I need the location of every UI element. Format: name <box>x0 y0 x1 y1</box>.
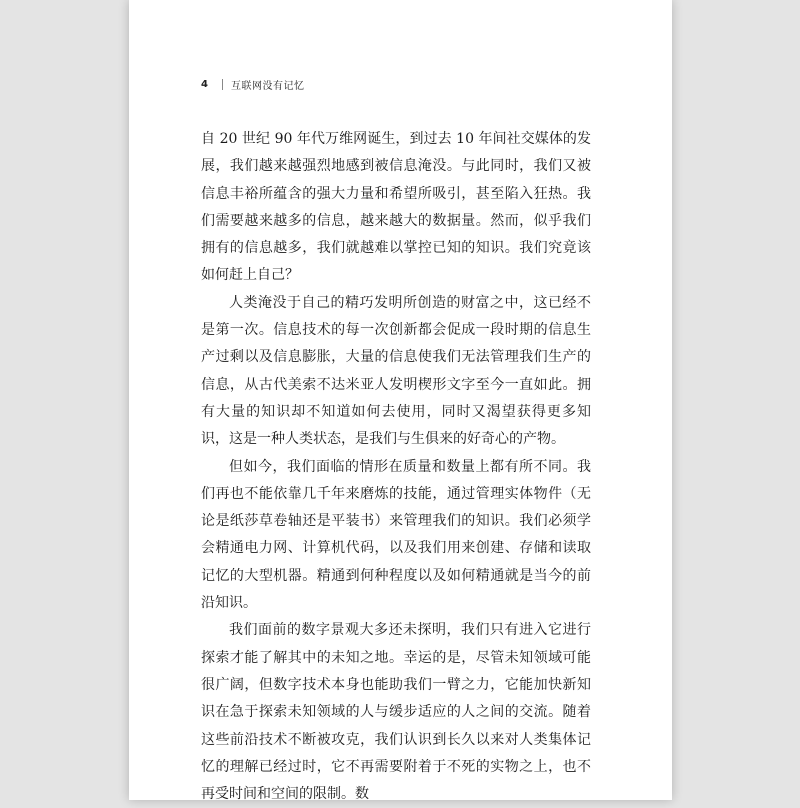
header-divider <box>222 79 223 90</box>
running-header <box>201 77 304 92</box>
book-page <box>129 0 672 803</box>
paragraph: 人类淹没于自己的精巧发明所创造的财富之中，这已经不是第一次。信息技术的每一次创新都会促成一段时期的信息生产过剩以及信息膨胀，大量的信息使我们无法管理我们生产的信息，从古代美索不达米亚人发明楔形文字至今一直如此。拥有大量的知识却不知道如何去使用，同时又渴望获得更多知识，这是一种人类状态，是我们与生俱来的好奇心的产物。 <box>201 294 591 448</box>
body-text <box>201 126 591 808</box>
paragraph: 但如今，我们面临的情形在质量和数量上都有所不同。我们再也不能依靠几千年来磨炼的技能，通过管理实体物件（无论是纸莎草卷轴还是平装书）来管理我们的知识。我们必须学会精通电力网、计算机代码，以及我们用来创建、存储和读取记忆的大型机器。精通到何种程度以及如何精通就是当今的前沿知识。 <box>201 458 591 612</box>
paragraph: 我们面前的数字景观大多还未探明，我们只有进入它进行探索才能了解其中的未知之地。幸运的是，尽管未知领域可能很广阔，但数字技术本身也能助我们一臂之力，它能加快新知识在急于探索未知领域的人与缓步适应的人之间的交流。随着这些前沿技术不断被攻克，我们认识到长久以来对人类集体记忆的理解已经过时，它不再需要附着于不死的实物之上，也不再受时间和空间的限制。数 <box>201 622 591 803</box>
book-title: 互联网没有记忆 <box>230 81 305 92</box>
paragraph: 自 20 世纪 90 年代万维网诞生，到过去 10 年间社交媒体的发展，我们越来越强烈地感到被信息淹没。与此同时，我们又被信息丰裕所蕴含的强大力量和希望所吸引，甚至陷入狂热。我们需要越来越多的信息，越来越大的数据量。然而，似乎我们拥有的信息越多，我们就越难以掌控已知的知识。我们究竟该如何赶上自己？ <box>201 131 591 284</box>
page-number: 4 <box>201 79 208 90</box>
